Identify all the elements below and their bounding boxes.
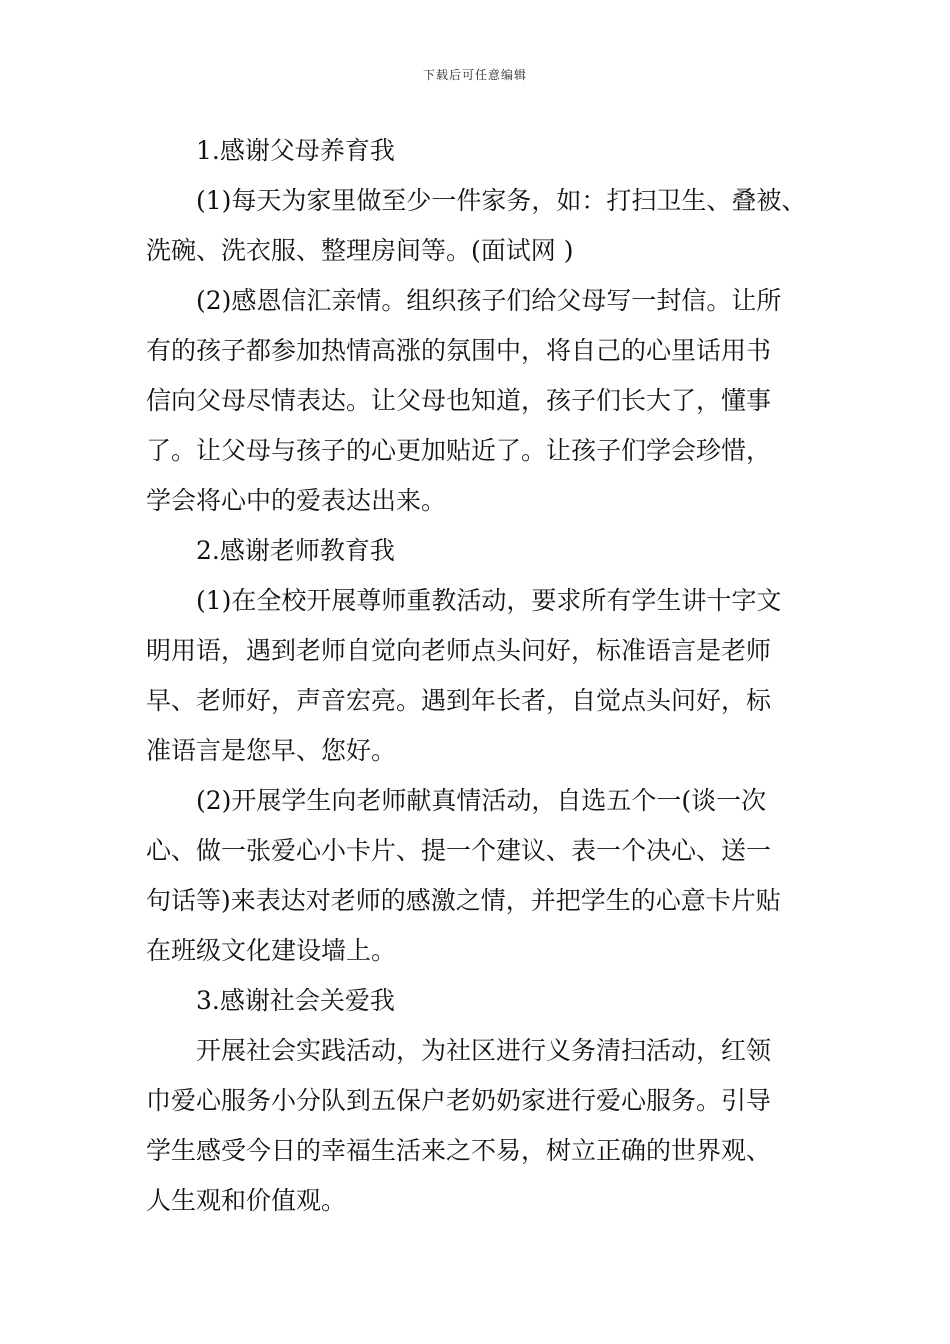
paragraph-line: 洗碗、洗衣服、整理房间等。(面试网 )	[146, 236, 574, 265]
paragraph-line: 准语言是您早、您好。	[146, 736, 397, 765]
paragraph-line: (2)感恩信汇亲情。组织孩子们给父母写一封信。让所	[196, 286, 782, 315]
paragraph	[146, 1026, 822, 1226]
paragraph-line: 了。让父母与孩子的心更加贴近了。让孩子们学会珍惜，	[146, 436, 772, 465]
section-heading: 2.感谢老师教育我	[196, 536, 395, 565]
paragraph-line: 心、做一张爱心小卡片、提一个建议、表一个决心、送一	[146, 836, 772, 865]
paragraph-line: 有的孩子都参加热情高涨的氛围中，将自己的心里话用书	[146, 336, 772, 365]
section-3	[146, 976, 822, 1226]
paragraph-line: 信向父母尽情表达。让父母也知道，孩子们长大了，懂事	[146, 386, 772, 415]
paragraph	[146, 276, 822, 526]
paragraph-line: 句话等)来表达对老师的感激之情，并把学生的心意卡片贴	[146, 886, 781, 915]
paragraph-line: (1)在全校开展尊师重教活动，要求所有学生讲十字文	[196, 586, 782, 615]
section-2	[146, 526, 822, 976]
section-1	[146, 126, 822, 526]
section-heading: 3.感谢社会关爱我	[196, 986, 395, 1015]
paragraph-line: 明用语，遇到老师自觉向老师点头问好，标准语言是老师	[146, 636, 772, 665]
paragraph-line: 早、老师好，声音宏亮。遇到年长者，自觉点头问好，标	[146, 686, 772, 715]
page-header-note: 下载后可任意编辑	[422, 68, 527, 82]
paragraph-line: (1)每天为家里做至少一件家务，如：打扫卫生、叠被、	[196, 186, 807, 215]
document-body	[146, 126, 822, 1226]
paragraph-line: 人生观和价值观。	[146, 1186, 347, 1215]
paragraph	[146, 176, 822, 276]
paragraph	[146, 576, 822, 776]
paragraph-line: 学生感受今日的幸福生活来之不易，树立正确的世界观、	[146, 1136, 772, 1165]
paragraph-line: 巾爱心服务小分队到五保户老奶奶家进行爱心服务。引导	[146, 1086, 772, 1115]
paragraph-line: 学会将心中的爱表达出来。	[146, 486, 447, 515]
paragraph-line: 在班级文化建设墙上。	[146, 936, 397, 965]
paragraph-line: (2)开展学生向老师献真情活动，自选五个一(谈一次	[196, 786, 767, 815]
section-heading: 1.感谢父母养育我	[196, 136, 395, 165]
paragraph	[146, 776, 822, 976]
paragraph-line: 开展社会实践活动，为社区进行义务清扫活动，红领	[196, 1036, 772, 1065]
